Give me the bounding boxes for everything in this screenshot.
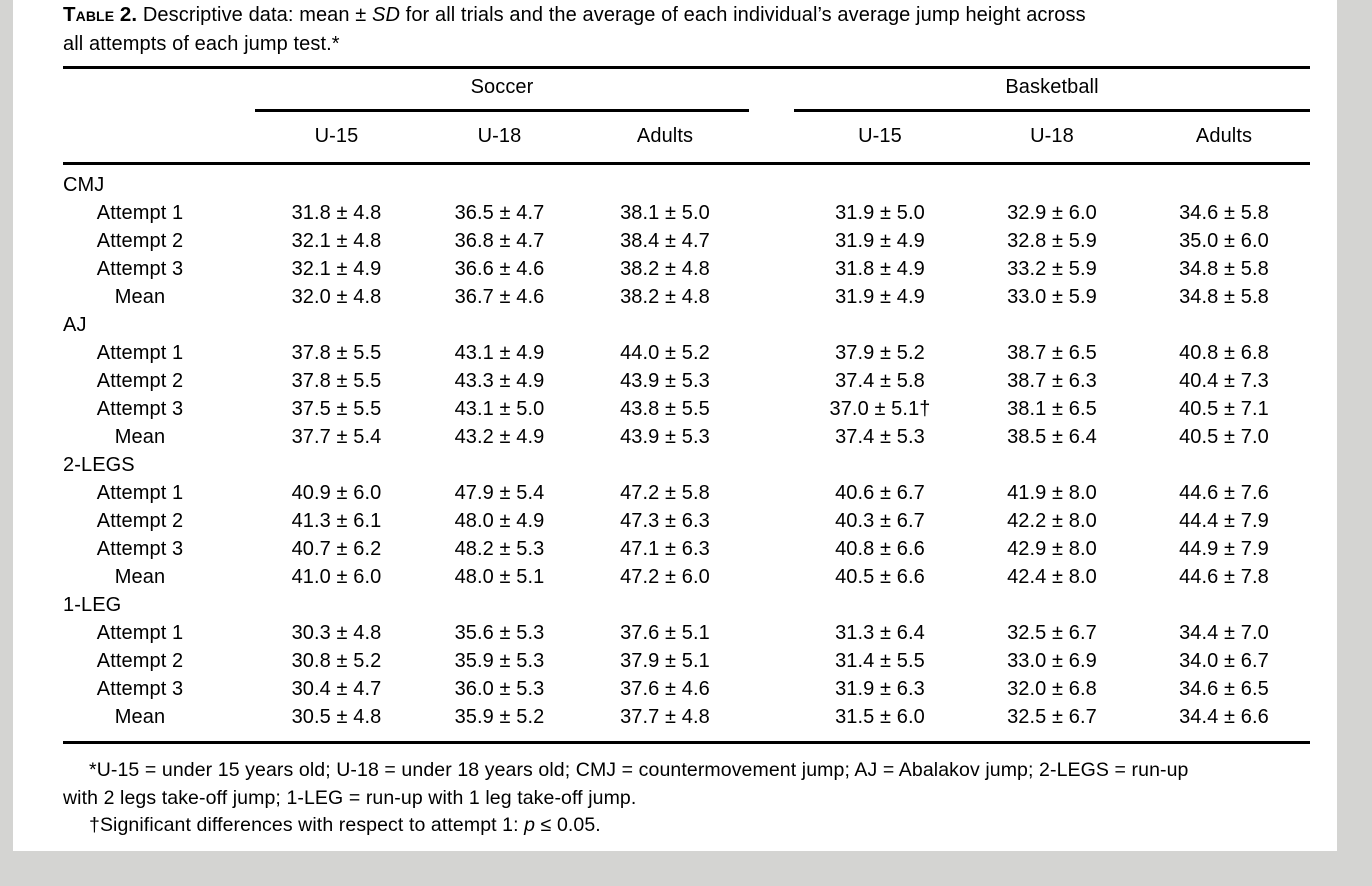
data-cell: 47.2 ± 5.8: [620, 482, 710, 504]
data-cell: 44.0 ± 5.2: [620, 342, 710, 364]
data-cell: 33.0 ± 5.9: [1007, 286, 1097, 308]
data-cell: 36.6 ± 4.6: [454, 258, 545, 280]
data-cell: 42.9 ± 8.0: [1007, 538, 1097, 560]
table-row: [63, 675, 1310, 703]
group-header-soccer: [255, 68, 749, 113]
table-row: [63, 563, 1310, 591]
table-row: [63, 283, 1310, 311]
data-cell: 40.5 ± 7.1: [1179, 398, 1269, 420]
gap-cell: [749, 507, 794, 535]
row-label: Attempt 3: [96, 538, 184, 560]
table-caption-label: Table 2.: [63, 3, 138, 26]
gap-cell: [749, 395, 794, 423]
column-header: U-18: [966, 112, 1138, 164]
caption-text-after-sd: for all trials and the average of each individual’s average jump height across: [400, 4, 1086, 26]
row-label: Attempt 2: [96, 510, 184, 532]
footnote-significance: [63, 812, 1310, 840]
data-cell: 32.5 ± 6.7: [1007, 622, 1097, 644]
data-cell: 37.6 ± 5.1: [620, 622, 710, 644]
data-cell: 40.6 ± 6.7: [835, 482, 925, 504]
data-cell: 34.8 ± 5.8: [1179, 258, 1269, 280]
data-cell: 41.3 ± 6.1: [291, 510, 382, 532]
table-row: [63, 255, 1310, 283]
data-cell: 37.7 ± 4.8: [620, 706, 710, 728]
data-cell: 34.4 ± 6.6: [1179, 706, 1269, 728]
data-cell: 37.4 ± 5.8: [835, 370, 925, 392]
data-cell: 33.0 ± 6.9: [1007, 650, 1097, 672]
section-row: [63, 311, 1310, 339]
data-cell: 32.5 ± 6.7: [1007, 706, 1097, 728]
row-label: Mean: [114, 286, 166, 308]
table-row: [63, 619, 1310, 647]
gap-cell: [749, 619, 794, 647]
data-cell: 32.1 ± 4.9: [291, 258, 382, 280]
footnote-2-value: ≤ 0.05.: [535, 814, 601, 836]
data-cell: 37.8 ± 5.5: [291, 342, 382, 364]
gap-cell: [749, 563, 794, 591]
section-label: 2-LEGS: [63, 454, 135, 476]
data-cell: 37.9 ± 5.1: [620, 650, 710, 672]
data-cell: 37.5 ± 5.5: [291, 398, 382, 420]
jump-height-table: [63, 66, 1310, 744]
caption-sd: SD: [372, 4, 401, 26]
data-cell: 44.6 ± 7.6: [1179, 482, 1269, 504]
table-row: [63, 479, 1310, 507]
data-cell: 41.0 ± 6.0: [291, 566, 382, 588]
data-cell: 38.4 ± 4.7: [620, 230, 710, 252]
footnote-2-p: p: [524, 814, 536, 836]
data-cell: 38.1 ± 5.0: [620, 202, 710, 224]
table-row: [63, 227, 1310, 255]
row-label: Mean: [114, 706, 166, 728]
section-row: [63, 164, 1310, 200]
data-cell: 31.4 ± 5.5: [835, 650, 925, 672]
data-cell: 36.7 ± 4.6: [454, 286, 545, 308]
data-cell: 44.6 ± 7.8: [1179, 566, 1269, 588]
data-cell: 37.6 ± 4.6: [620, 678, 710, 700]
data-cell: 32.8 ± 5.9: [1007, 230, 1097, 252]
data-cell: 37.9 ± 5.2: [835, 342, 925, 364]
group-gap-cell: [749, 68, 794, 113]
table-head: [63, 68, 1310, 164]
table-caption: [63, 1, 1310, 58]
data-cell: 43.8 ± 5.5: [620, 398, 710, 420]
data-cell: 35.9 ± 5.2: [454, 706, 545, 728]
data-cell: 36.8 ± 4.7: [454, 230, 545, 252]
row-label: Mean: [114, 566, 166, 588]
gap-cell: [749, 703, 794, 743]
data-cell: 30.3 ± 4.8: [291, 622, 382, 644]
gap-cell: [749, 255, 794, 283]
data-cell: 38.7 ± 6.5: [1007, 342, 1097, 364]
data-cell: 31.9 ± 4.9: [835, 286, 925, 308]
footnote-definitions: [63, 757, 1310, 812]
data-cell: 40.5 ± 7.0: [1179, 426, 1269, 448]
data-cell: 32.0 ± 6.8: [1007, 678, 1097, 700]
data-cell: 35.6 ± 5.3: [454, 622, 545, 644]
column-header: U-18: [418, 112, 581, 164]
gap-cell: [749, 647, 794, 675]
caption-text-before-sd: Descriptive data: mean ±: [137, 4, 373, 26]
row-label-header-cell: [63, 112, 255, 164]
group-header-basketball: [794, 68, 1310, 113]
data-cell: 37.0 ± 5.1†: [829, 398, 931, 420]
data-cell: 31.9 ± 6.3: [835, 678, 925, 700]
data-cell: 34.6 ± 6.5: [1179, 678, 1269, 700]
table-row: [63, 647, 1310, 675]
data-cell: 40.7 ± 6.2: [291, 538, 382, 560]
data-cell: 31.9 ± 4.9: [835, 230, 925, 252]
table-row: [63, 703, 1310, 743]
data-cell: 43.2 ± 4.9: [454, 426, 545, 448]
data-cell: 31.8 ± 4.8: [291, 202, 382, 224]
row-label: Mean: [114, 426, 166, 448]
gap-cell: [749, 339, 794, 367]
table-row: [63, 339, 1310, 367]
data-cell: 40.3 ± 6.7: [835, 510, 925, 532]
data-cell: 40.8 ± 6.6: [835, 538, 925, 560]
group-header-row: [63, 68, 1310, 113]
section-label: CMJ: [63, 174, 105, 196]
data-cell: 35.0 ± 6.0: [1179, 230, 1269, 252]
table-footnotes: [63, 757, 1310, 840]
data-cell: 32.0 ± 4.8: [291, 286, 382, 308]
gap-cell: [749, 479, 794, 507]
gap-cell: [749, 227, 794, 255]
data-cell: 34.0 ± 6.7: [1179, 650, 1269, 672]
gap-cell: [749, 367, 794, 395]
data-cell: 37.7 ± 5.4: [291, 426, 382, 448]
data-cell: 37.4 ± 5.3: [835, 426, 925, 448]
group-gap-cell: [749, 112, 794, 164]
column-header: U-15: [794, 112, 966, 164]
data-cell: 44.9 ± 7.9: [1179, 538, 1269, 560]
data-cell: 32.1 ± 4.8: [291, 230, 382, 252]
data-cell: 48.0 ± 5.1: [454, 566, 545, 588]
data-cell: 33.2 ± 5.9: [1007, 258, 1097, 280]
gap-cell: [749, 283, 794, 311]
data-cell: 38.5 ± 6.4: [1007, 426, 1097, 448]
table-row: [63, 535, 1310, 563]
footnote-1-line1: *U-15 = under 15 years old; U-18 = under 18 years old; CMJ = countermovement jump; AJ = Abalakov jump; 2-LEGS = run-up: [89, 759, 1189, 781]
data-cell: 38.2 ± 4.8: [620, 258, 710, 280]
data-cell: 41.9 ± 8.0: [1007, 482, 1097, 504]
data-cell: 42.4 ± 8.0: [1007, 566, 1097, 588]
data-cell: 43.3 ± 4.9: [454, 370, 545, 392]
column-header: Adults: [1138, 112, 1310, 164]
row-label: Attempt 3: [96, 398, 184, 420]
row-label: Attempt 3: [96, 258, 184, 280]
data-cell: 40.9 ± 6.0: [291, 482, 382, 504]
group-label: Basketball: [794, 69, 1310, 112]
row-label: Attempt 2: [96, 650, 184, 672]
data-cell: 43.1 ± 4.9: [454, 342, 545, 364]
section-row: [63, 591, 1310, 619]
row-label: Attempt 1: [96, 202, 184, 224]
column-header-row: [63, 112, 1310, 164]
data-cell: 30.8 ± 5.2: [291, 650, 382, 672]
data-cell: 38.7 ± 6.3: [1007, 370, 1097, 392]
data-cell: 32.9 ± 6.0: [1007, 202, 1097, 224]
row-label: Attempt 1: [96, 342, 184, 364]
data-cell: 34.8 ± 5.8: [1179, 286, 1269, 308]
footnote-1-line2: with 2 legs take-off jump; 1-LEG = run-up with 1 leg take-off jump.: [63, 786, 637, 809]
data-cell: 44.4 ± 7.9: [1179, 510, 1269, 532]
data-cell: 38.2 ± 4.8: [620, 286, 710, 308]
data-cell: 40.8 ± 6.8: [1179, 342, 1269, 364]
data-cell: 42.2 ± 8.0: [1007, 510, 1097, 532]
table-row: [63, 395, 1310, 423]
data-cell: 38.1 ± 6.5: [1007, 398, 1097, 420]
table-row: [63, 367, 1310, 395]
data-cell: 43.1 ± 5.0: [454, 398, 545, 420]
gap-cell: [749, 535, 794, 563]
column-header: U-15: [255, 112, 418, 164]
data-cell: 48.2 ± 5.3: [454, 538, 545, 560]
data-cell: 40.5 ± 6.6: [835, 566, 925, 588]
data-cell: 31.8 ± 4.9: [835, 258, 925, 280]
data-cell: 30.5 ± 4.8: [291, 706, 382, 728]
table-row: [63, 199, 1310, 227]
row-label: Attempt 3: [96, 678, 184, 700]
data-cell: 43.9 ± 5.3: [620, 370, 710, 392]
gap-cell: [749, 199, 794, 227]
column-header: Adults: [581, 112, 749, 164]
row-label: Attempt 2: [96, 230, 184, 252]
data-cell: 31.3 ± 6.4: [835, 622, 925, 644]
caption-line2: all attempts of each jump test.*: [63, 32, 340, 55]
data-cell: 47.9 ± 5.4: [454, 482, 545, 504]
data-cell: 47.3 ± 6.3: [620, 510, 710, 532]
data-cell: 40.4 ± 7.3: [1179, 370, 1269, 392]
data-cell: 31.9 ± 5.0: [835, 202, 925, 224]
section-label: AJ: [63, 314, 87, 336]
page: [13, 0, 1337, 851]
group-label: Soccer: [255, 69, 749, 112]
data-cell: 35.9 ± 5.3: [454, 650, 545, 672]
data-cell: 34.4 ± 7.0: [1179, 622, 1269, 644]
row-label: Attempt 1: [96, 622, 184, 644]
data-cell: 34.6 ± 5.8: [1179, 202, 1269, 224]
section-label: 1-LEG: [63, 594, 122, 616]
row-label: Attempt 1: [96, 482, 184, 504]
table-row: [63, 423, 1310, 451]
data-cell: 31.5 ± 6.0: [835, 706, 925, 728]
table-row: [63, 507, 1310, 535]
data-cell: 36.0 ± 5.3: [454, 678, 545, 700]
table-body: [63, 164, 1310, 743]
data-cell: 30.4 ± 4.7: [291, 678, 382, 700]
footnote-2-text: †Significant differences with respect to attempt 1:: [89, 814, 525, 836]
data-cell: 43.9 ± 5.3: [620, 426, 710, 448]
corner-cell: [63, 68, 255, 113]
data-cell: 37.8 ± 5.5: [291, 370, 382, 392]
data-cell: 48.0 ± 4.9: [454, 510, 545, 532]
table-block: [63, 0, 1310, 840]
data-cell: 47.1 ± 6.3: [620, 538, 710, 560]
section-row: [63, 451, 1310, 479]
row-label: Attempt 2: [96, 370, 184, 392]
gap-cell: [749, 675, 794, 703]
gap-cell: [749, 423, 794, 451]
data-cell: 47.2 ± 6.0: [620, 566, 710, 588]
data-cell: 36.5 ± 4.7: [454, 202, 545, 224]
